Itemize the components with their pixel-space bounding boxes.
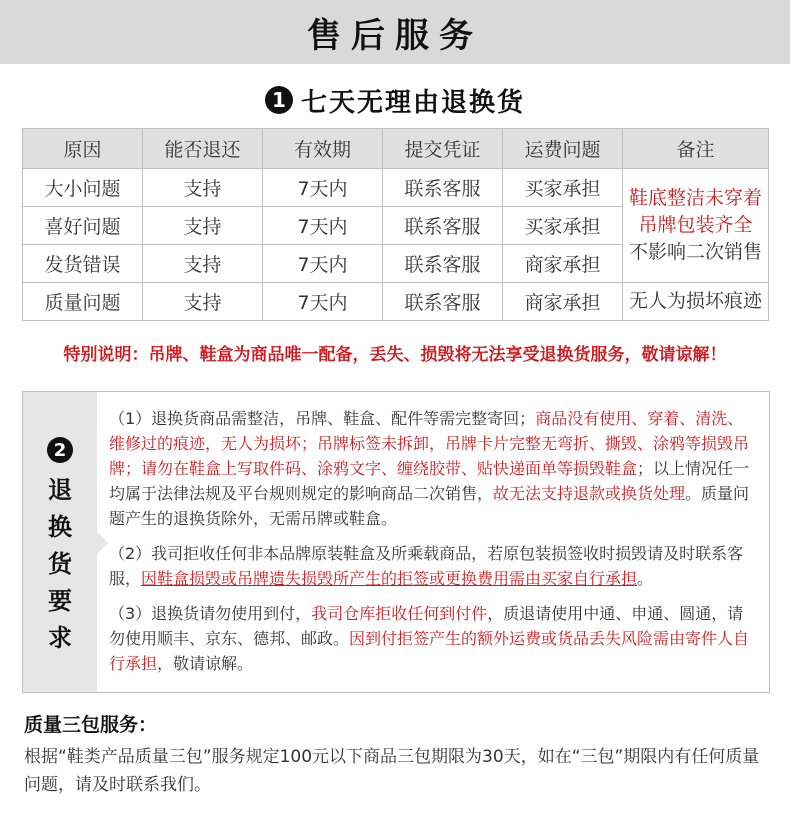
column-header: 有效期 <box>263 129 383 169</box>
table-cell: 支持 <box>143 169 263 207</box>
section-1-title: 七天无理由退换货 <box>300 87 525 118</box>
table-cell: 买家承担 <box>503 169 623 207</box>
table-cell: 喜好问题 <box>23 207 143 245</box>
page-title: 售后服务 <box>307 15 483 56</box>
table-cell: 联系客服 <box>383 283 503 321</box>
title-char: 要 <box>48 587 72 615</box>
table-row <box>23 283 769 321</box>
note-cell <box>623 169 769 283</box>
table-cell: 联系客服 <box>383 245 503 283</box>
text-span: （2）我司拒收任何非本品牌原装鞋盒及所乘载商品，若原包装损签收时损毁请及时联系客服， <box>109 544 744 588</box>
requirement-3 <box>109 601 759 676</box>
table-cell: 支持 <box>143 207 263 245</box>
column-header: 提交凭证 <box>383 129 503 169</box>
red-underlined-span: 因鞋盒损毁或吊牌遗失损毁所产生的拒签或更换费用需由买家自行承担 <box>141 569 638 588</box>
red-text-span: 因到付拒签产生的额外运费或货品丢失风险需由寄件人自行承担 <box>109 629 750 673</box>
quality-service-text: 根据“鞋类产品质量三包”服务规定100元以下商品三包期限为30天，如在“三包”期限内有任何质量问题，请及时联系我们。 <box>24 747 760 795</box>
table-cell: 商家承担 <box>503 283 623 321</box>
table-cell: 质量问题 <box>23 283 143 321</box>
text-span: ；以上情况任一均属于法律法规及平台规则规定的影响商品二次销售， <box>109 459 750 503</box>
column-header: 原因 <box>23 129 143 169</box>
table-cell: 支持 <box>143 283 263 321</box>
return-policy-table <box>22 128 769 321</box>
text-span: （3）退换货请勿使用到付， <box>109 604 312 623</box>
note-red-text: 鞋底整洁未穿着吊牌包装齐全 <box>628 187 762 236</box>
quality-service-title: 质量三包服务： <box>24 714 158 736</box>
red-text-span: 商品没有使用、穿着、清洗、维修过的痕迹，无人为损坏；吊牌标签未拆卸，吊牌卡片完整无弯折、撕毁、涂鸦等损毁吊牌；请勿在鞋盒上写取件码、涂鸦文字、缠绕胶带、贴快递面单等损毁鞋盒 <box>109 409 750 478</box>
table-cell: 7天内 <box>263 283 383 321</box>
red-text-span: 我司仓库拒收任何到付件 <box>311 604 488 623</box>
table-cell: 7天内 <box>263 169 383 207</box>
requirements-content <box>109 406 759 686</box>
table-cell: 商家承担 <box>503 245 623 283</box>
table-cell: 7天内 <box>263 245 383 283</box>
requirement-1 <box>109 406 759 531</box>
table-row <box>23 169 769 207</box>
table-cell: 买家承担 <box>503 207 623 245</box>
section-number-badge: 2 <box>47 437 73 463</box>
title-char: 退 <box>48 476 72 504</box>
section-2-sidebar <box>23 392 97 692</box>
text-span: ，质退请使用中通、申通、圆通，请勿使用顺丰、京东、德邦、邮政。 <box>109 604 744 648</box>
text-span: 。 <box>637 569 654 588</box>
table-cell: 7天内 <box>263 207 383 245</box>
text-span: 。质量问题产生的退换货除外，无需吊牌或鞋盒。 <box>109 484 750 528</box>
table-cell: 联系客服 <box>383 169 503 207</box>
red-text-span: 故无法支持退款或换货处理 <box>493 484 686 503</box>
special-notice: 特别说明：吊牌、鞋盒为商品唯一配备，丢失、损毁将无法享受退换货服务，敬请谅解！ <box>63 345 727 365</box>
table-header-row <box>23 129 769 169</box>
requirement-2 <box>109 541 759 591</box>
table-cell: 大小问题 <box>23 169 143 207</box>
section-1-heading <box>0 80 790 120</box>
text-span: ，敬请谅解。 <box>157 654 254 673</box>
column-header: 备注 <box>623 129 769 169</box>
column-header: 能否退还 <box>143 129 263 169</box>
table-cell: 发货错误 <box>23 245 143 283</box>
table-cell: 支持 <box>143 245 263 283</box>
note-cell-last: 无人为损坏痕迹 <box>623 283 769 321</box>
text-span: （1）退换货商品需整洁，吊牌、鞋盒、配件等需完整寄回； <box>109 409 536 428</box>
section-number-badge: 1 <box>265 86 293 114</box>
table-cell: 联系客服 <box>383 207 503 245</box>
column-header: 运费问题 <box>503 129 623 169</box>
section-2-title <box>23 472 97 657</box>
title-char: 货 <box>48 550 72 578</box>
header-bar <box>0 0 790 64</box>
title-char: 换 <box>48 513 72 541</box>
return-requirements-box <box>22 391 770 693</box>
title-char: 求 <box>48 624 72 652</box>
note-black-text: 不影响二次销售 <box>628 241 762 263</box>
arrow-pointer <box>97 532 108 554</box>
